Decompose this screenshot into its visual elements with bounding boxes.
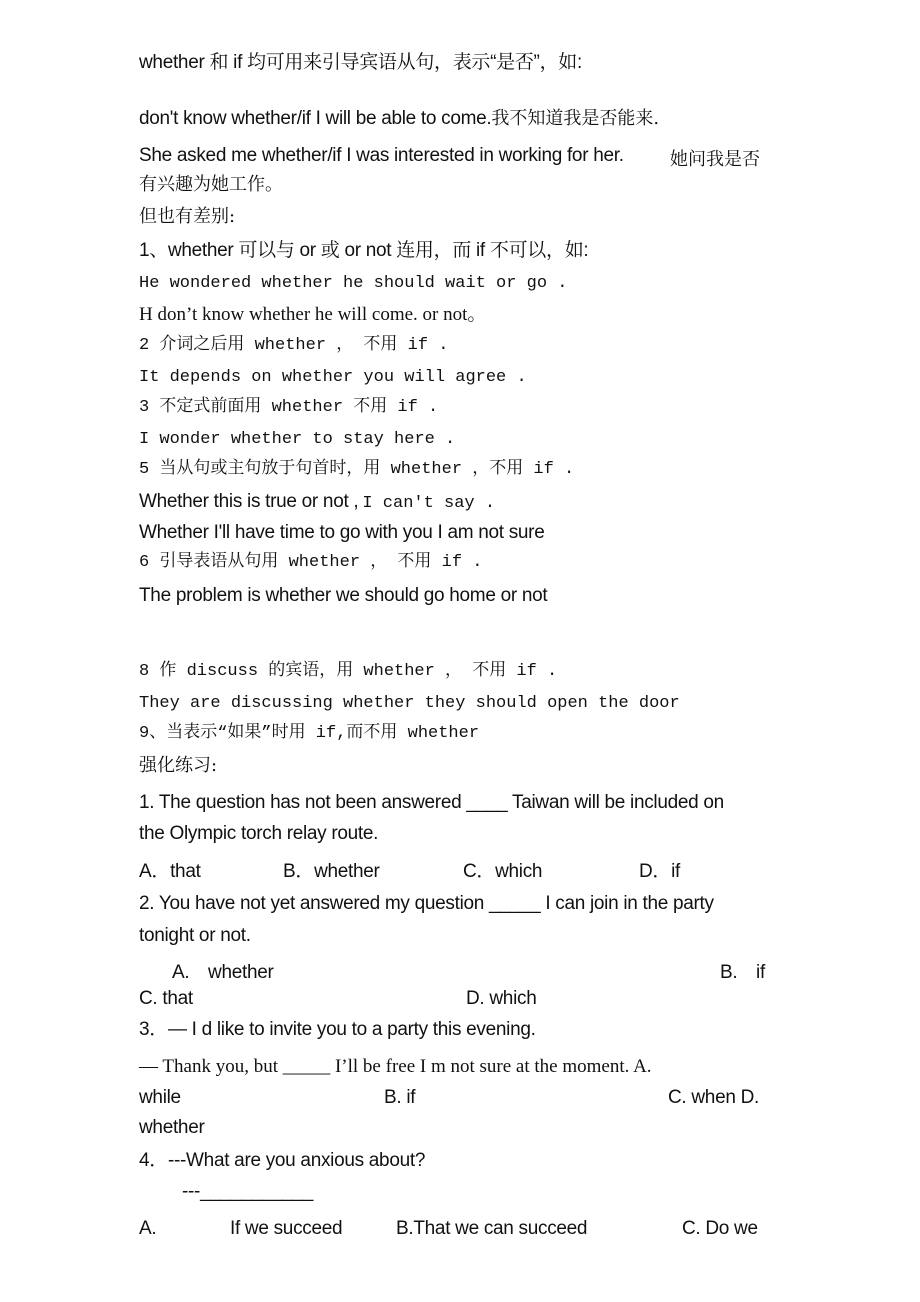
question-1: the Olympic torch relay route. [139, 823, 379, 844]
question-1-option-b: B．whether [283, 861, 380, 882]
rule-8: 8 作 discuss 的宾语，用 whether ， 不用 if . [139, 662, 558, 681]
question-1-option-a: A．that [139, 861, 201, 882]
rule-8-example: They are discussing whether they should open the door [139, 694, 680, 713]
rule-6-example: The problem is whether we should go home or not [139, 585, 548, 606]
rule-2: 2 介词之后用 whether ， 不用 if . [139, 336, 449, 355]
question-1-option-d: D．if [639, 861, 681, 882]
question-2-option-b: B. if [720, 962, 765, 983]
example-line [139, 145, 624, 168]
rule-1-example: H don’t know whether he will come. or not。 [139, 304, 487, 325]
question-2-option-d: D. which [466, 988, 537, 1009]
example-chinese: 我不知道我是否能来. [491, 108, 660, 129]
rule-5-example [139, 491, 495, 514]
rule-5-example: Whether I'll have time to go with you I am not sure [139, 522, 545, 543]
question-3: — Thank you, but _____ I’ll be free I m not sure at the moment. A. [139, 1056, 652, 1077]
intro-line: whether 和 if 均可用来引导宾语从句，表示“是否”，如: [139, 52, 582, 73]
rule-5-example-part: Whether this is true or not , [139, 491, 359, 512]
question-4-option-a: If we succeed [230, 1218, 343, 1239]
question-2-option-c: C. that [139, 988, 193, 1009]
example-chinese: 她问我是否 [670, 149, 760, 170]
question-4: 4．---What are you anxious about? [139, 1150, 426, 1171]
example-english: She asked me whether/if I was interested in working for her. [139, 145, 624, 166]
rule-6: 6 引导表语从句用 whether ， 不用 if . [139, 553, 483, 572]
question-4-option-b: B.That we can succeed [396, 1218, 588, 1239]
question-3-option-d: whether [139, 1117, 205, 1138]
question-3-option-c: C. when D. [668, 1087, 759, 1108]
section-heading: 但也有差别: [139, 206, 236, 227]
rule-2-example: It depends on whether you will agree . [139, 368, 527, 387]
example-chinese: 有兴趣为她工作。 [139, 174, 283, 195]
question-3-option-b: B. if [384, 1087, 416, 1108]
rule-3-example: I wonder whether to stay here . [139, 430, 456, 449]
rule-5: 5 当从句或主句放于句首时，用 whether ，不用 if . [139, 460, 575, 479]
practice-heading: 强化练习: [139, 755, 218, 776]
question-3-option-a: while [139, 1087, 181, 1108]
rule-5-example-part: I can't say . [362, 494, 496, 513]
rule-3: 3 不定式前面用 whether 不用 if . [139, 398, 439, 417]
question-3: 3．— I d like to invite you to a party this evening. [139, 1019, 536, 1040]
example-line [139, 108, 659, 131]
question-1-option-c: C．which [463, 861, 543, 882]
question-2-option-a: A. whether [172, 962, 274, 983]
rule-1-example: He wondered whether he should wait or go . [139, 274, 568, 293]
question-2: tonight or not. [139, 925, 251, 946]
rule-1: 1、whether 可以与 or 或 or not 连用，而 if 不可以，如: [139, 240, 589, 261]
rule-9: 9、当表示“如果”时用 if,而不用 whether [139, 724, 480, 743]
question-4-option-c: C. Do we [682, 1218, 758, 1239]
example-english: don't know whether/if I will be able to come. [139, 108, 492, 129]
question-1: 1. The question has not been answered ____ Taiwan will be included on [139, 792, 724, 813]
question-2: 2. You have not yet answered my question _____ I can join in the party [139, 893, 714, 914]
question-4-answer-blank: ---___________ [182, 1181, 314, 1202]
question-4-option-a-letter: A. [139, 1218, 157, 1239]
